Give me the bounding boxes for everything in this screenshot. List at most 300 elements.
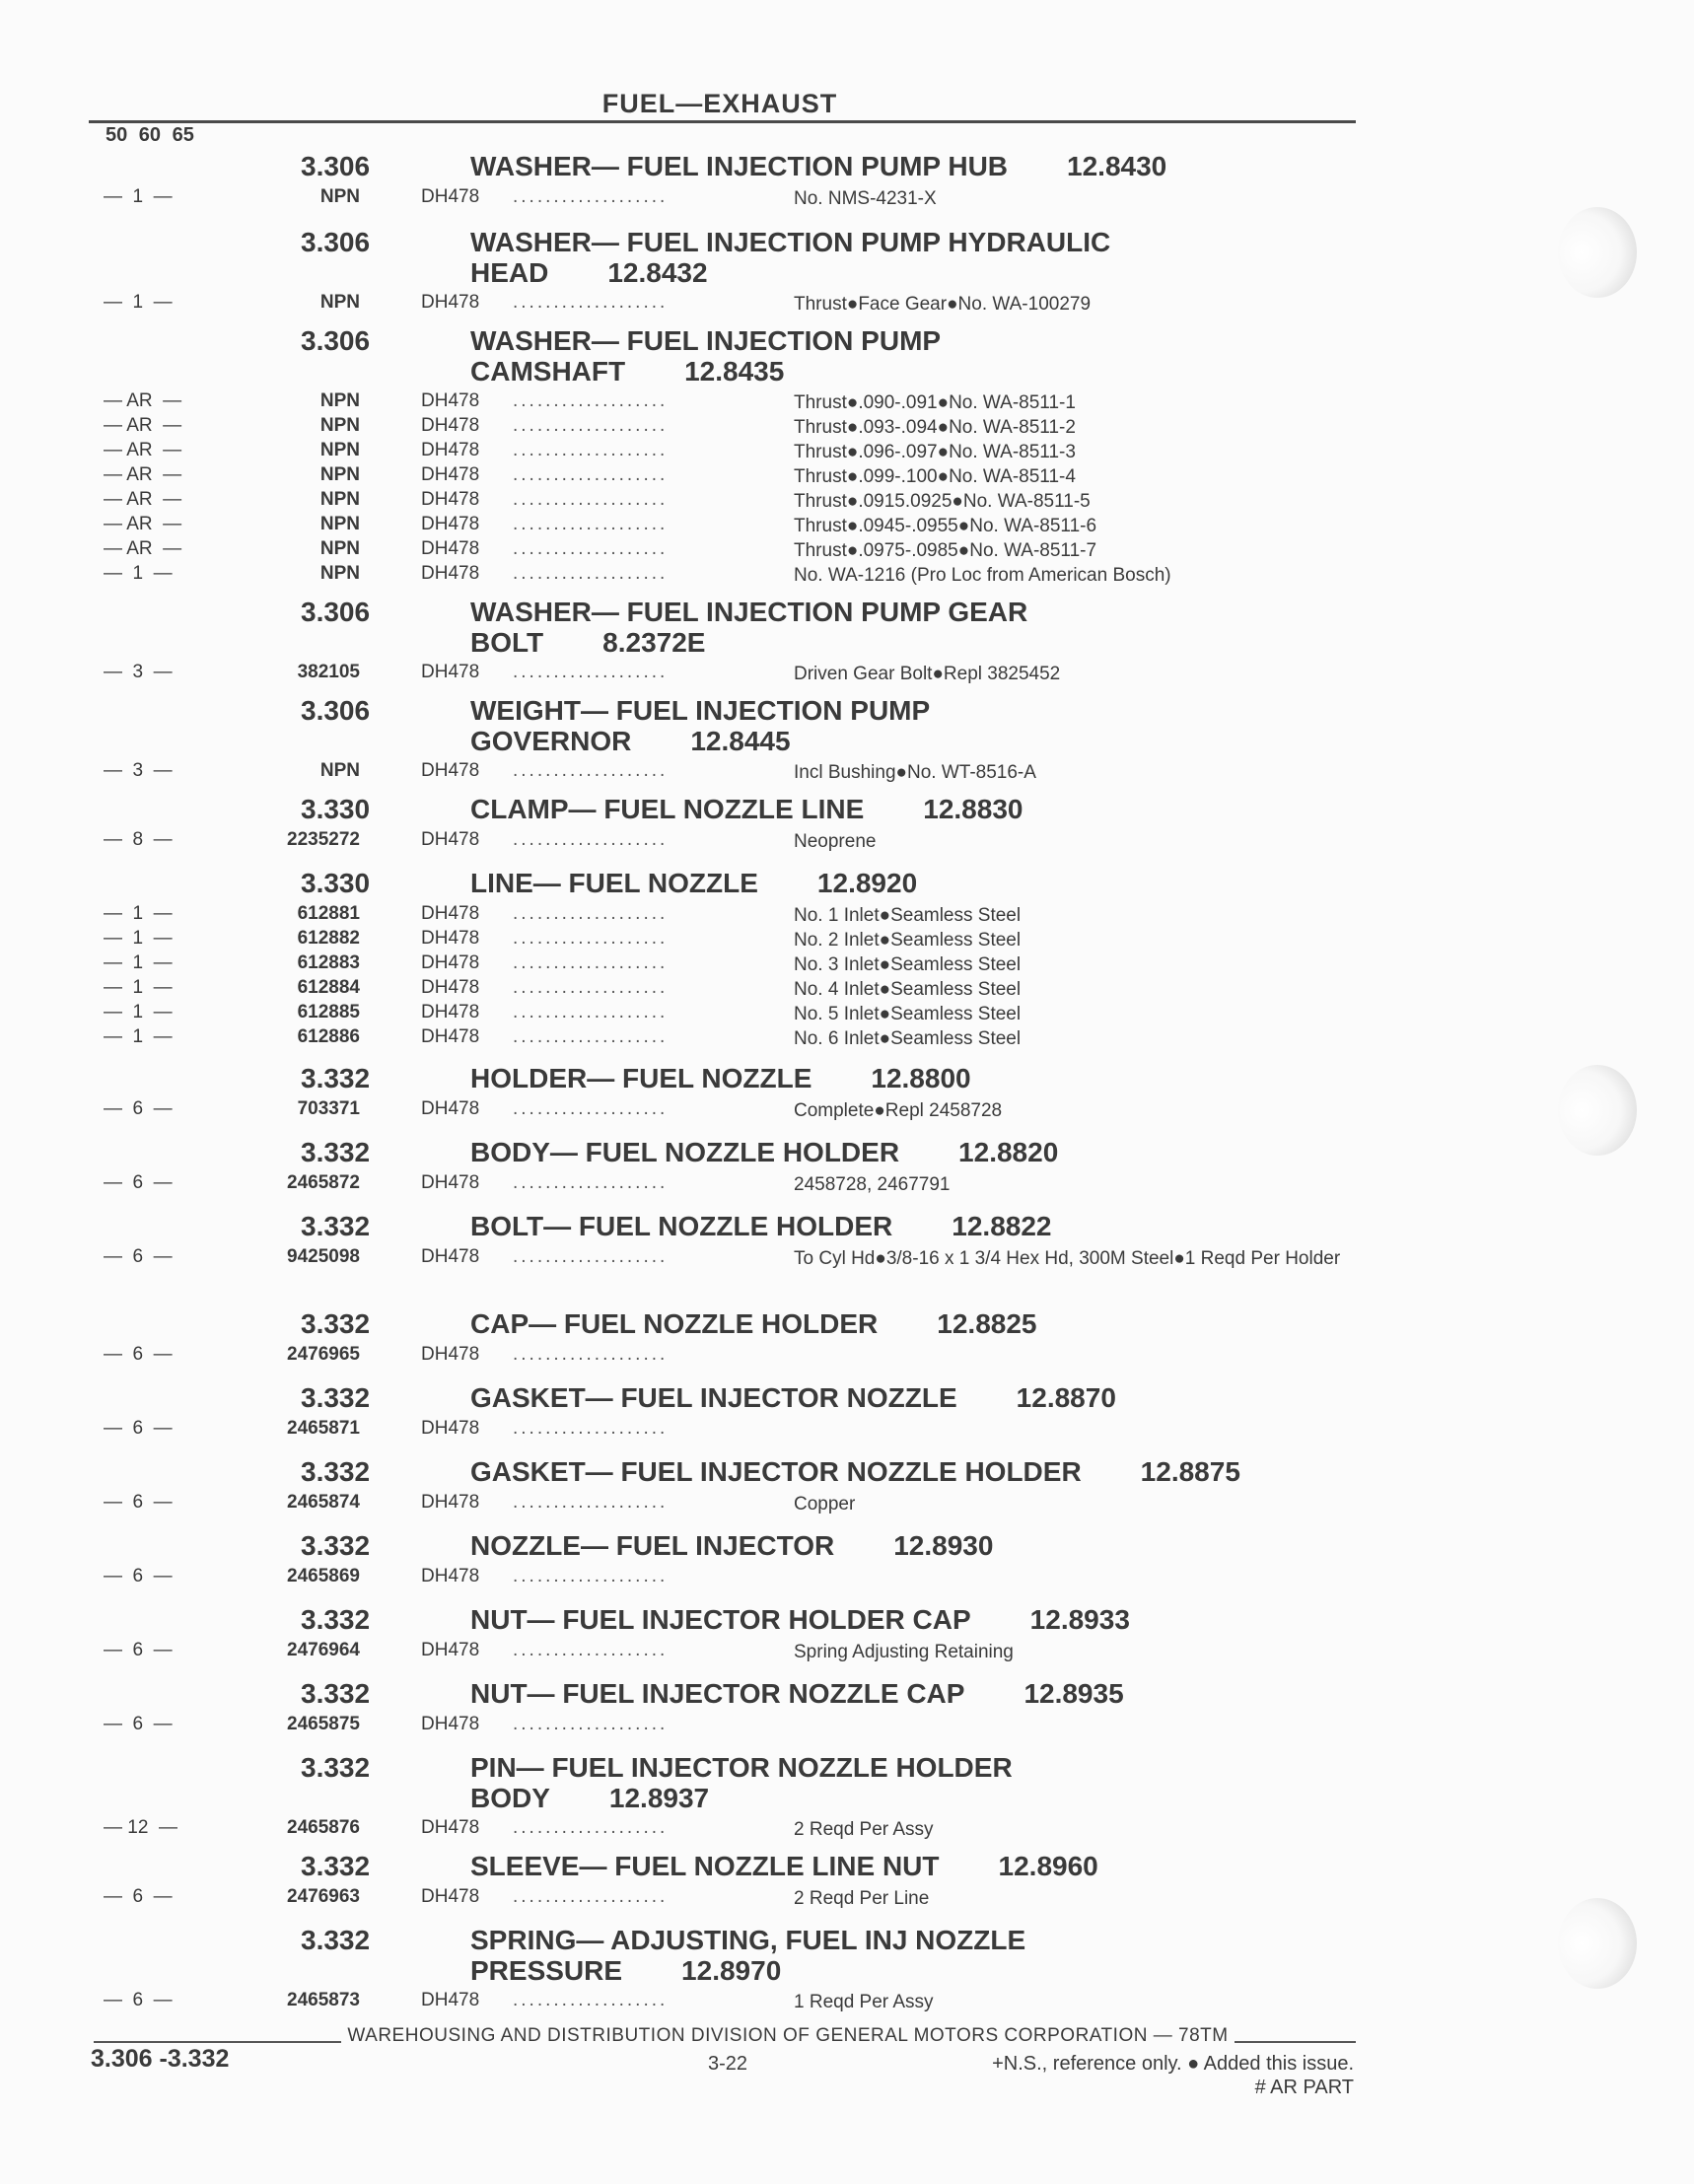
part-description: 1 Reqd Per Assy bbox=[794, 1992, 934, 2012]
group-name bbox=[470, 1604, 1130, 1635]
group-number: 3.306 bbox=[301, 325, 371, 356]
group-name bbox=[470, 868, 917, 898]
leader-dots: ................... bbox=[513, 928, 669, 949]
group-number: 3.306 bbox=[301, 597, 371, 627]
parts-group bbox=[0, 325, 1694, 588]
part-number: NPN bbox=[319, 292, 360, 313]
group-code: 12.8920 bbox=[816, 868, 918, 898]
group-number: 3.330 bbox=[301, 794, 371, 824]
part-number: 2465876 bbox=[287, 1817, 360, 1838]
quantity: — AR — bbox=[104, 464, 182, 485]
part-row bbox=[0, 440, 1694, 464]
part-row bbox=[0, 1418, 1694, 1443]
part-description: 2 Reqd Per Line bbox=[794, 1888, 930, 1909]
leader-dots: ................... bbox=[513, 563, 669, 584]
leader-dots: ................... bbox=[513, 1566, 669, 1586]
leader-dots: ................... bbox=[513, 538, 669, 559]
group-name bbox=[470, 151, 1166, 181]
figure-reference: DH478 bbox=[421, 1344, 480, 1365]
quantity: — 1 — bbox=[104, 977, 173, 998]
leader-dots: ................... bbox=[513, 415, 669, 436]
parts-group bbox=[0, 1530, 1694, 1590]
part-description: Thrust●.093-.094●No. WA-8511-2 bbox=[794, 417, 1076, 438]
group-heading bbox=[0, 325, 1694, 387]
group-heading bbox=[0, 794, 1694, 825]
part-description: No. 2 Inlet●Seamless Steel bbox=[794, 930, 1022, 951]
quantity: — AR — bbox=[104, 538, 182, 559]
figure-reference: DH478 bbox=[421, 977, 480, 998]
part-row bbox=[0, 1990, 1694, 2014]
part-description: No. 3 Inlet●Seamless Steel bbox=[794, 954, 1022, 975]
part-description: Thrust●.0945-.0955●No. WA-8511-6 bbox=[794, 516, 1097, 536]
group-name-line: LINE— FUEL NOZZLE 12.8920 bbox=[470, 868, 918, 898]
part-row bbox=[0, 1886, 1694, 1911]
part-number: NPN bbox=[319, 464, 360, 485]
group-name bbox=[470, 1063, 971, 1093]
group-heading bbox=[0, 1137, 1694, 1168]
group-code: 12.8937 bbox=[608, 1783, 710, 1813]
group-code: 12.8875 bbox=[1140, 1456, 1240, 1487]
group-name bbox=[470, 1678, 1124, 1709]
group-code: 12.8822 bbox=[952, 1211, 1052, 1241]
parts-group bbox=[0, 695, 1694, 785]
group-number: 3.332 bbox=[301, 1137, 371, 1167]
quantity: — 6 — bbox=[104, 1492, 173, 1513]
quantity: — 1 — bbox=[104, 903, 173, 924]
figure-reference: DH478 bbox=[421, 1026, 480, 1047]
part-description: Thrust●.0975-.0985●No. WA-8511-7 bbox=[794, 540, 1097, 561]
group-name-line: WASHER— FUEL INJECTION PUMP bbox=[470, 325, 942, 356]
group-name bbox=[470, 1308, 1036, 1339]
quantity: — 6 — bbox=[104, 1714, 173, 1734]
quantity: — 1 — bbox=[104, 952, 173, 973]
part-row bbox=[0, 1640, 1694, 1664]
part-description: No. 1 Inlet●Seamless Steel bbox=[794, 905, 1022, 926]
group-heading bbox=[0, 151, 1694, 182]
group-name-line: WEIGHT— FUEL INJECTION PUMP bbox=[470, 695, 931, 726]
part-number: 2465875 bbox=[287, 1714, 360, 1734]
group-number: 3.332 bbox=[301, 1308, 371, 1339]
figure-reference: DH478 bbox=[421, 1640, 480, 1660]
figure-reference: DH478 bbox=[421, 1098, 480, 1119]
part-number: 2465873 bbox=[287, 1990, 360, 2010]
figure-reference: DH478 bbox=[421, 928, 480, 949]
leader-dots: ................... bbox=[513, 514, 669, 534]
parts-group bbox=[0, 1851, 1694, 1911]
group-heading bbox=[0, 227, 1694, 288]
group-heading bbox=[0, 868, 1694, 899]
group-code: 12.8432 bbox=[607, 257, 708, 288]
quantity: — 6 — bbox=[104, 1418, 173, 1439]
figure-reference: DH478 bbox=[421, 489, 480, 510]
part-number: 2476963 bbox=[287, 1886, 360, 1907]
group-number: 3.332 bbox=[301, 1456, 371, 1487]
figure-reference: DH478 bbox=[421, 1990, 480, 2010]
figure-reference: DH478 bbox=[421, 514, 480, 534]
group-name-line: BOLT— FUEL NOZZLE HOLDER 12.8822 bbox=[470, 1211, 1052, 1241]
group-heading bbox=[0, 1063, 1694, 1094]
group-code: 12.8933 bbox=[1029, 1604, 1130, 1635]
leader-dots: ................... bbox=[513, 1990, 669, 2010]
quantity: — 6 — bbox=[104, 1098, 173, 1119]
part-row bbox=[0, 829, 1694, 854]
figure-reference: DH478 bbox=[421, 1418, 480, 1439]
part-number: 2476964 bbox=[287, 1640, 360, 1660]
leader-dots: ................... bbox=[513, 1098, 669, 1119]
leader-dots: ................... bbox=[513, 440, 669, 460]
part-number: 2476965 bbox=[287, 1344, 360, 1365]
part-number: 703371 bbox=[297, 1098, 360, 1119]
group-name-line: BOLT 8.2372E bbox=[470, 627, 706, 658]
group-name-line: CAMSHAFT 12.8435 bbox=[470, 356, 785, 387]
part-number: 612884 bbox=[297, 977, 360, 998]
part-row bbox=[0, 538, 1694, 563]
figure-reference: DH478 bbox=[421, 538, 480, 559]
figure-reference: DH478 bbox=[421, 1714, 480, 1734]
group-number: 3.306 bbox=[301, 695, 371, 726]
figure-reference: DH478 bbox=[421, 464, 480, 485]
group-number: 3.306 bbox=[301, 227, 371, 257]
group-number: 3.306 bbox=[301, 151, 371, 181]
footer-legend-ar: # AR PART bbox=[1254, 2077, 1354, 2098]
group-name bbox=[470, 1925, 1025, 1986]
leader-dots: ................... bbox=[513, 1246, 669, 1267]
figure-reference: DH478 bbox=[421, 1817, 480, 1838]
part-row bbox=[0, 662, 1694, 686]
part-number: 612881 bbox=[297, 903, 360, 924]
quantity: — 3 — bbox=[104, 662, 173, 682]
group-number: 3.332 bbox=[301, 1530, 371, 1561]
group-name-line: GASKET— FUEL INJECTOR NOZZLE 12.8870 bbox=[470, 1382, 1116, 1413]
parts-group bbox=[0, 1925, 1694, 2014]
header-rule bbox=[89, 120, 1356, 123]
quantity: — 6 — bbox=[104, 1246, 173, 1267]
part-row bbox=[0, 390, 1694, 415]
quantity: — 8 — bbox=[104, 829, 173, 850]
part-row bbox=[0, 977, 1694, 1002]
part-row bbox=[0, 760, 1694, 785]
part-description: No. NMS-4231-X bbox=[794, 188, 937, 209]
leader-dots: ................... bbox=[513, 760, 669, 781]
quantity: — 1 — bbox=[104, 292, 173, 313]
part-row bbox=[0, 1344, 1694, 1369]
parts-group bbox=[0, 151, 1694, 211]
part-number: NPN bbox=[319, 440, 360, 460]
part-number: NPN bbox=[319, 390, 360, 411]
quantity: — AR — bbox=[104, 390, 182, 411]
group-heading bbox=[0, 1530, 1694, 1562]
part-number: 382105 bbox=[297, 662, 360, 682]
group-name bbox=[470, 1211, 1052, 1241]
figure-reference: DH478 bbox=[421, 186, 480, 207]
leader-dots: ................... bbox=[513, 186, 669, 207]
group-code: 12.8820 bbox=[958, 1137, 1059, 1167]
leader-dots: ................... bbox=[513, 292, 669, 313]
leader-dots: ................... bbox=[513, 1714, 669, 1734]
figure-reference: DH478 bbox=[421, 662, 480, 682]
part-number: 612885 bbox=[297, 1002, 360, 1022]
group-number: 3.332 bbox=[301, 1063, 371, 1093]
quantity: — AR — bbox=[104, 415, 182, 436]
group-code: 12.8435 bbox=[684, 356, 785, 387]
leader-dots: ................... bbox=[513, 1002, 669, 1022]
parts-group bbox=[0, 1382, 1694, 1443]
parts-group bbox=[0, 227, 1694, 317]
group-code: 12.8445 bbox=[690, 726, 791, 756]
group-name bbox=[470, 1137, 1058, 1167]
part-description: No. WA-1216 (Pro Loc from American Bosch) bbox=[794, 565, 1171, 586]
group-name-line: NOZZLE— FUEL INJECTOR 12.8930 bbox=[470, 1530, 994, 1561]
group-number: 3.332 bbox=[301, 1851, 371, 1881]
part-description: Copper bbox=[794, 1494, 856, 1515]
quantity: — 6 — bbox=[104, 1566, 173, 1586]
quantity: — 6 — bbox=[104, 1172, 173, 1193]
figure-reference: DH478 bbox=[421, 903, 480, 924]
group-name-line: PIN— FUEL INJECTOR NOZZLE HOLDER bbox=[470, 1752, 1013, 1783]
quantity: — AR — bbox=[104, 440, 182, 460]
leader-dots: ................... bbox=[513, 662, 669, 682]
footer-division: WAREHOUSING AND DISTRIBUTION DIVISION OF GENERAL MOTORS CORPORATION — 78TM bbox=[0, 2025, 1694, 2047]
parts-group bbox=[0, 794, 1694, 854]
group-code: 8.2372E bbox=[602, 627, 706, 658]
part-number: NPN bbox=[319, 760, 360, 781]
leader-dots: ................... bbox=[513, 1886, 669, 1907]
part-number: NPN bbox=[319, 415, 360, 436]
part-number: NPN bbox=[319, 186, 360, 207]
group-number: 3.332 bbox=[301, 1925, 371, 1955]
part-number: 2465872 bbox=[287, 1172, 360, 1193]
leader-dots: ................... bbox=[513, 1640, 669, 1660]
figure-reference: DH478 bbox=[421, 390, 480, 411]
parts-group bbox=[0, 1308, 1694, 1369]
group-code: 12.8930 bbox=[893, 1530, 994, 1561]
part-number: 612886 bbox=[297, 1026, 360, 1047]
group-name-line: CLAMP— FUEL NOZZLE LINE 12.8830 bbox=[470, 794, 1023, 824]
figure-reference: DH478 bbox=[421, 440, 480, 460]
quantity: — 6 — bbox=[104, 1640, 173, 1660]
group-heading bbox=[0, 597, 1694, 658]
figure-reference: DH478 bbox=[421, 952, 480, 973]
part-row bbox=[0, 952, 1694, 977]
group-number: 3.332 bbox=[301, 1211, 371, 1241]
group-name-line: GOVERNOR 12.8445 bbox=[470, 726, 791, 756]
part-row bbox=[0, 1246, 1694, 1296]
quantity: — AR — bbox=[104, 489, 182, 510]
group-name bbox=[470, 597, 1027, 658]
part-row bbox=[0, 464, 1694, 489]
group-heading bbox=[0, 1308, 1694, 1340]
part-row bbox=[0, 186, 1694, 211]
part-number: 612883 bbox=[297, 952, 360, 973]
quantity: — 1 — bbox=[104, 928, 173, 949]
quantity: — 6 — bbox=[104, 1990, 173, 2010]
part-row bbox=[0, 1566, 1694, 1590]
part-row bbox=[0, 1817, 1694, 1842]
leader-dots: ................... bbox=[513, 903, 669, 924]
leader-dots: ................... bbox=[513, 464, 669, 485]
quantity: — 1 — bbox=[104, 563, 173, 584]
part-description: Thrust●.099-.100●No. WA-8511-4 bbox=[794, 466, 1076, 487]
group-name bbox=[470, 1530, 993, 1561]
part-row bbox=[0, 903, 1694, 928]
part-row bbox=[0, 1026, 1694, 1051]
group-heading bbox=[0, 1456, 1694, 1488]
part-number: 612882 bbox=[297, 928, 360, 949]
footer-legend: +N.S., reference only. ● Added this issue. bbox=[992, 2053, 1354, 2075]
figure-reference: DH478 bbox=[421, 563, 480, 584]
part-number: 2465869 bbox=[287, 1566, 360, 1586]
part-row bbox=[0, 1714, 1694, 1738]
figure-reference: DH478 bbox=[421, 1246, 480, 1267]
part-number: 2465874 bbox=[287, 1492, 360, 1513]
part-description: No. 4 Inlet●Seamless Steel bbox=[794, 979, 1022, 1000]
parts-group bbox=[0, 1752, 1694, 1842]
part-number: 2465871 bbox=[287, 1418, 360, 1439]
figure-reference: DH478 bbox=[421, 415, 480, 436]
part-number: NPN bbox=[319, 514, 360, 534]
group-heading bbox=[0, 695, 1694, 756]
leader-dots: ................... bbox=[513, 390, 669, 411]
leader-dots: ................... bbox=[513, 952, 669, 973]
leader-dots: ................... bbox=[513, 1026, 669, 1047]
group-name bbox=[470, 227, 1110, 288]
part-description: Complete●Repl 2458728 bbox=[794, 1100, 1003, 1121]
part-description: To Cyl Hd●3/8-16 x 1 3/4 Hex Hd, 300M Steel●1 Reqd Per Holder bbox=[794, 1248, 1341, 1269]
group-name-line: WASHER— FUEL INJECTION PUMP GEAR bbox=[470, 597, 1028, 627]
parts-group bbox=[0, 1137, 1694, 1197]
group-name bbox=[470, 325, 941, 387]
part-description: 2458728, 2467791 bbox=[794, 1174, 951, 1195]
figure-reference: DH478 bbox=[421, 1566, 480, 1586]
parts-group bbox=[0, 1063, 1694, 1123]
group-code: 12.8830 bbox=[923, 794, 1023, 824]
leader-dots: ................... bbox=[513, 1344, 669, 1365]
group-code: 12.8970 bbox=[681, 1955, 782, 1986]
part-description: Driven Gear Bolt●Repl 3825452 bbox=[794, 664, 1061, 684]
figure-reference: DH478 bbox=[421, 1002, 480, 1022]
part-row bbox=[0, 292, 1694, 317]
group-code: 12.8800 bbox=[871, 1063, 971, 1093]
parts-group bbox=[0, 1604, 1694, 1664]
group-heading bbox=[0, 1752, 1694, 1813]
group-code: 12.8430 bbox=[1067, 151, 1167, 181]
group-name-line: CAP— FUEL NOZZLE HOLDER 12.8825 bbox=[470, 1308, 1037, 1339]
group-name bbox=[470, 794, 1023, 824]
part-description: Thrust●.096-.097●No. WA-8511-3 bbox=[794, 442, 1076, 462]
part-number: NPN bbox=[319, 563, 360, 584]
leader-dots: ................... bbox=[513, 1492, 669, 1513]
group-number: 3.332 bbox=[301, 1678, 371, 1709]
group-name bbox=[470, 1456, 1240, 1487]
group-name bbox=[470, 695, 930, 756]
group-name bbox=[470, 1752, 1013, 1813]
part-row bbox=[0, 563, 1694, 588]
footer-section-range: 3.306 -3.332 bbox=[91, 2045, 230, 2073]
leader-dots: ................... bbox=[513, 1172, 669, 1193]
footer-page-number: 3-22 bbox=[708, 2053, 748, 2075]
parts-group bbox=[0, 868, 1694, 1051]
group-name-line: NUT— FUEL INJECTOR NOZZLE CAP 12.8935 bbox=[470, 1678, 1124, 1709]
group-name-line: NUT— FUEL INJECTOR HOLDER CAP 12.8933 bbox=[470, 1604, 1130, 1635]
part-row bbox=[0, 1172, 1694, 1197]
part-row bbox=[0, 1098, 1694, 1123]
parts-group bbox=[0, 597, 1694, 686]
model-column-header: 50 60 65 bbox=[106, 124, 194, 146]
quantity: — 6 — bbox=[104, 1886, 173, 1907]
part-number: 2235272 bbox=[287, 829, 360, 850]
group-name-line: PRESSURE 12.8970 bbox=[470, 1955, 782, 1986]
group-heading bbox=[0, 1211, 1694, 1242]
leader-dots: ................... bbox=[513, 489, 669, 510]
group-name-line: HOLDER— FUEL NOZZLE 12.8800 bbox=[470, 1063, 971, 1093]
group-heading bbox=[0, 1678, 1694, 1710]
part-number: 9425098 bbox=[287, 1246, 360, 1267]
figure-reference: DH478 bbox=[421, 1492, 480, 1513]
group-name-line: BODY— FUEL NOZZLE HOLDER 12.8820 bbox=[470, 1137, 1059, 1167]
group-heading bbox=[0, 1925, 1694, 1986]
part-description: Thrust●.0915.0925●No. WA-8511-5 bbox=[794, 491, 1091, 512]
group-name-line: WASHER— FUEL INJECTION PUMP HYDRAULIC bbox=[470, 227, 1111, 257]
group-name-line: WASHER— FUEL INJECTION PUMP HUB 12.8430 bbox=[470, 151, 1167, 181]
group-number: 3.332 bbox=[301, 1382, 371, 1413]
part-description: No. 6 Inlet●Seamless Steel bbox=[794, 1028, 1022, 1049]
group-name-line: SPRING— ADJUSTING, FUEL INJ NOZZLE bbox=[470, 1925, 1026, 1955]
group-number: 3.332 bbox=[301, 1604, 371, 1635]
part-number: NPN bbox=[319, 538, 360, 559]
part-description: Thrust●.090-.091●No. WA-8511-1 bbox=[794, 392, 1076, 413]
part-row bbox=[0, 489, 1694, 514]
part-row bbox=[0, 1492, 1694, 1516]
group-name bbox=[470, 1382, 1116, 1413]
quantity: — AR — bbox=[104, 514, 182, 534]
group-number: 3.332 bbox=[301, 1752, 371, 1783]
group-number: 3.330 bbox=[301, 868, 371, 898]
group-code: 12.8935 bbox=[1023, 1678, 1124, 1709]
group-code: 12.8960 bbox=[998, 1851, 1098, 1881]
quantity: — 6 — bbox=[104, 1344, 173, 1365]
quantity: — 1 — bbox=[104, 1002, 173, 1022]
part-description: No. 5 Inlet●Seamless Steel bbox=[794, 1004, 1022, 1024]
page-title: FUEL—EXHAUST bbox=[601, 89, 838, 118]
leader-dots: ................... bbox=[513, 1817, 669, 1838]
figure-reference: DH478 bbox=[421, 829, 480, 850]
part-row bbox=[0, 1002, 1694, 1026]
figure-reference: DH478 bbox=[421, 1886, 480, 1907]
leader-dots: ................... bbox=[513, 1418, 669, 1439]
group-code: 12.8870 bbox=[1016, 1382, 1116, 1413]
figure-reference: DH478 bbox=[421, 1172, 480, 1193]
part-row bbox=[0, 928, 1694, 952]
part-description: Neoprene bbox=[794, 831, 877, 852]
quantity: — 1 — bbox=[104, 186, 173, 207]
part-description: Thrust●Face Gear●No. WA-100279 bbox=[794, 294, 1092, 315]
parts-group bbox=[0, 1456, 1694, 1516]
part-row bbox=[0, 415, 1694, 440]
quantity: — 12 — bbox=[104, 1817, 177, 1838]
part-number: NPN bbox=[319, 489, 360, 510]
part-description: Spring Adjusting Retaining bbox=[794, 1642, 1014, 1662]
quantity: — 3 — bbox=[104, 760, 173, 781]
part-row bbox=[0, 514, 1694, 538]
group-heading bbox=[0, 1851, 1694, 1882]
group-name-line: GASKET— FUEL INJECTOR NOZZLE HOLDER 12.8875 bbox=[470, 1456, 1240, 1487]
leader-dots: ................... bbox=[513, 829, 669, 850]
group-heading bbox=[0, 1382, 1694, 1414]
figure-reference: DH478 bbox=[421, 292, 480, 313]
group-name-line: BODY 12.8937 bbox=[470, 1783, 710, 1813]
parts-group bbox=[0, 1678, 1694, 1738]
part-description: Incl Bushing●No. WT-8516-A bbox=[794, 762, 1036, 783]
